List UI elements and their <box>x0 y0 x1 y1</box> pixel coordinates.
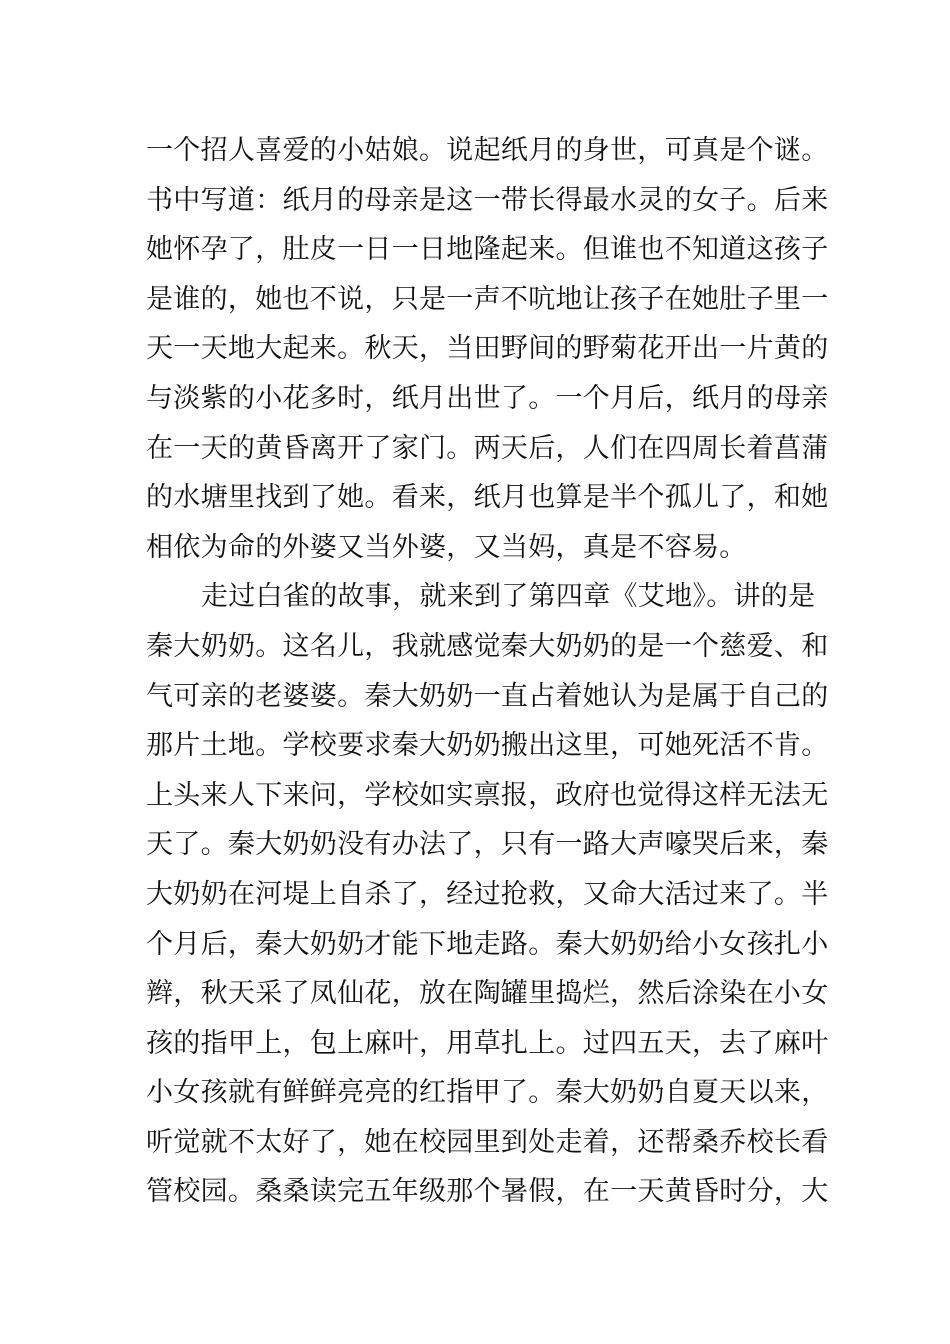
text-line: 走过白雀的故事，就来到了第四章《艾地》。讲的是 <box>201 581 816 613</box>
text-line: 天一天地大起来。秋天，当田野间的野菊花开出一片黄的 <box>146 333 829 365</box>
text-line: 秦大奶奶。这名儿，我就感觉秦大奶奶的是一个慈爱、和 <box>146 630 829 662</box>
text-line: 听觉就不太好了，她在校园里到处走着，还帮桑乔校长看 <box>146 1126 829 1158</box>
text-line: 小女孩就有鲜鲜亮亮的红指甲了。秦大奶奶自夏天以来， <box>146 1077 829 1109</box>
text-line: 她怀孕了，肚皮一日一日地隆起来。但谁也不知道这孩子 <box>146 234 829 266</box>
body-text <box>146 126 829 1217</box>
text-line: 书中写道：纸月的母亲是这一带长得最水灵的女子。后来 <box>146 184 829 216</box>
text-line: 天了。秦大奶奶没有办法了，只有一路大声嚎哭后来，秦 <box>146 829 829 861</box>
text-line: 孩的指甲上，包上麻叶，用草扎上。过四五天，去了麻叶 <box>146 1027 829 1059</box>
text-line: 那片土地。学校要求秦大奶奶搬出这里，可她死活不肯。 <box>146 730 829 762</box>
text-line: 气可亲的老婆婆。秦大奶奶一直占着她认为是属于自己的 <box>146 680 829 712</box>
text-line: 上头来人下来问，学校如实禀报，政府也觉得这样无法无 <box>146 779 829 811</box>
text-line: 个月后，秦大奶奶才能下地走路。秦大奶奶给小女孩扎小 <box>146 928 829 960</box>
text-line: 管校园。桑桑读完五年级那个暑假，在一天黄昏时分，大 <box>146 1176 829 1208</box>
text-line: 辫，秋天采了凤仙花，放在陶罐里捣烂，然后涂染在小女 <box>146 978 829 1010</box>
text-line: 相依为命的外婆又当外婆，又当妈，真是不容易。 <box>146 531 747 563</box>
text-line: 的水塘里找到了她。看来，纸月也算是半个孤儿了，和她 <box>146 482 829 514</box>
text-line: 与淡紫的小花多时，纸月出世了。一个月后，纸月的母亲 <box>146 382 829 414</box>
text-line: 是谁的，她也不说，只是一声不吭地让孩子在她肚子里一 <box>146 283 829 315</box>
text-line: 在一天的黄昏离开了家门。两天后，人们在四周长着菖蒲 <box>146 432 829 464</box>
text-line: 大奶奶在河堤上自杀了，经过抢救，又命大活过来了。半 <box>146 878 829 910</box>
text-line: 一个招人喜爱的小姑娘。说起纸月的身世，可真是个谜。 <box>146 135 829 166</box>
